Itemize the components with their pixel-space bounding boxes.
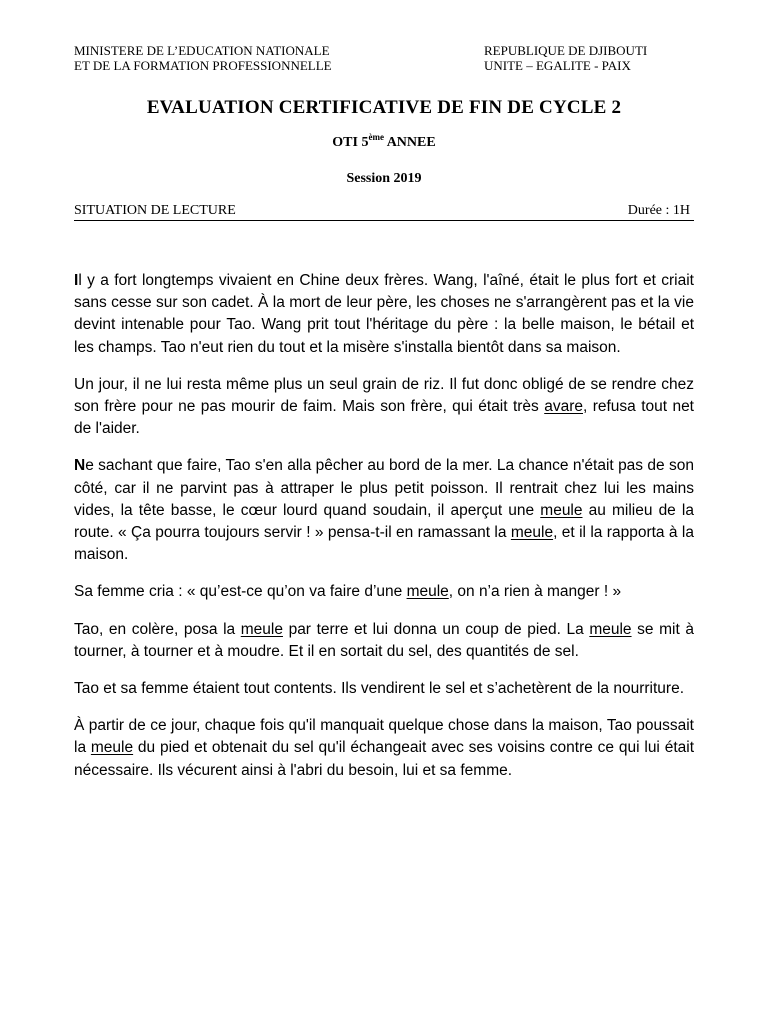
ministry-line-2: ET DE LA FORMATION PROFESSIONNELLE [74,58,332,73]
text-run: au milieu de la route. « Ça pourra toujours servir ! » pensa-t-il en ramassant la [74,501,694,542]
text-run: l y a fort longtemps vivaient en Chine deux frères. Wang, l'aîné, était le plus fort et criait sans cesse sur son cadet. À la mort de leur père, les choses ne s'arrangèrent pas et la vie devint intenable pour Tao. Wang prit tout l'héritage du père : la belle maison, le bétail et les champs. Tao n'eut rien du tout et la misère s'installa bientôt dans sa maison. [74,272,694,356]
republic-line-1: REPUBLIQUE DE DJIBOUTI [484,43,648,58]
text-run: du pied et obtenait du sel qu'il échangeait avec ses voisins contre ce qui lui était nécessaire. Ils vécurent ainsi à l'abri du besoin, lui et sa femme. [74,739,694,779]
ministry-line-1: MINISTERE DE L’EDUCATION NATIONALE [74,43,330,58]
text-paragraph [74,715,694,782]
subtitle-prefix: OTI 5 [332,135,369,150]
initial-letter: I [74,272,79,289]
text-run: par terre et lui donna un coup de pied. La [282,620,590,638]
underlined-word: meule [540,501,583,519]
subtitle-suffix: ANNEE [383,135,436,150]
section-label: SITUATION DE LECTURE [74,203,236,218]
reading-text [74,270,694,797]
text-run: , et il la rapporta à la maison. [74,524,694,564]
text-paragraph [74,581,694,603]
text-run: À partir de ce jour, chaque fois qu'il manquait quelque chose dans la maison, Tao poussait la [74,717,694,757]
text-paragraph [74,678,694,700]
text-run: Un jour, il ne lui resta même plus un seul grain de riz. Il fut donc obligé de se rendre chez son frère pour ne pas mourir de faim. Mais son frère, qui était très [74,375,694,416]
page-title: EVALUATION CERTIFICATIVE DE FIN DE CYCLE 2 [146,97,622,118]
initial-letter: N [74,457,86,475]
duration-label: Durée : 1H [627,203,690,218]
class-subtitle [0,132,768,151]
text-run: Sa femme cria : « qu’est-ce qu’on va faire d’une [74,583,407,601]
text-run: Tao, en colère, posa la [74,620,241,638]
section-bar [74,203,694,221]
republic-header [484,43,647,73]
text-run: , on n’a rien à manger ! » [448,583,622,601]
text-run: e sachant que faire, Tao s'en alla pêcher au bord de la mer. La chance n'était pas de son côté, car il ne parvint pas à attraper le plus petit poisson. Il rentrait chez lui les mains vides, la tête basse, le cœur lourd quand soudain, il aperçut une [74,457,694,519]
underlined-word: meule [406,583,449,601]
text-paragraph [74,455,694,566]
text-paragraph [74,619,694,663]
text-run: , refusa tout net de l'aider. [74,398,694,438]
text-run: Tao et sa femme étaient tout contents. Ils vendirent le sel et s’achetèrent de la nourriture. [74,680,685,698]
subtitle-superscript: ème [368,132,384,142]
underlined-word: meule [240,620,283,638]
underlined-word: meule [90,739,134,757]
underlined-word: meule [510,524,554,542]
text-paragraph [74,270,694,359]
text-paragraph [74,374,694,441]
republic-line-2: UNITE – EGALITE - PAIX [484,58,631,73]
underlined-word: meule [589,620,632,638]
session-label: Session 2019 [346,171,422,186]
underlined-word: avare [544,398,583,416]
text-run: se mit à tourner, à tourner et à moudre. Et il en sortait du sel, des quantités de sel. [74,620,694,660]
ministry-header [74,43,332,73]
